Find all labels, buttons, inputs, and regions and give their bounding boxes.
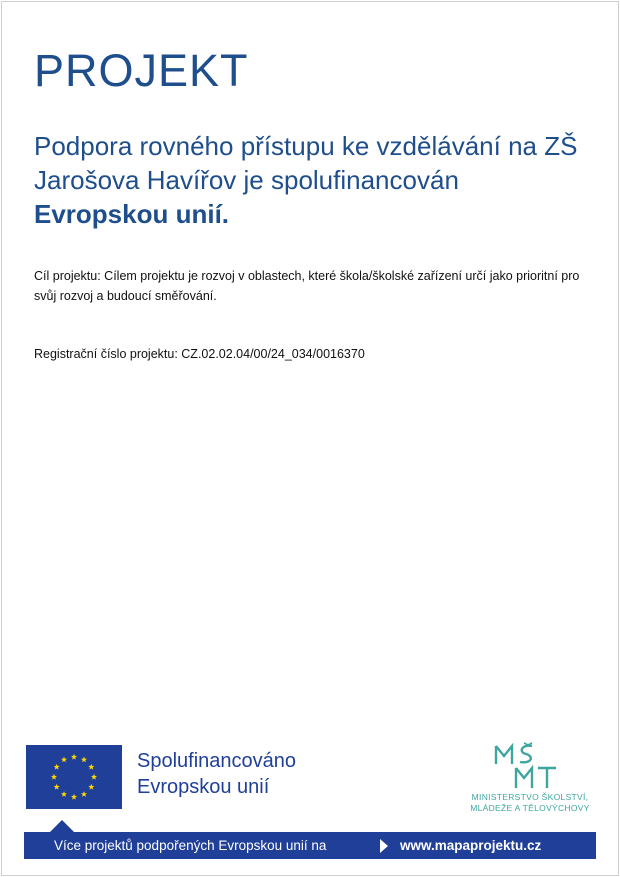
- eu-cofinanced-label: [137, 748, 296, 800]
- mapaprojektu-banner[interactable]: [24, 832, 596, 859]
- subtitle-normal: Podpora rovného přístupu ke vzdělávání na ZŠ Jarošova Havířov je spolufinancován: [34, 131, 578, 195]
- project-subtitle: [34, 129, 594, 231]
- arrow-right-icon: [380, 839, 388, 853]
- project-goal: Cíl projektu: Cílem projektu je rozvoj v oblastech, které škola/školské zařízení určí jako prioritní pro svůj rozvoj a budoucí směřování.: [34, 269, 580, 303]
- banner-link[interactable]: www.mapaprojektu.cz: [400, 838, 542, 853]
- eu-label-line1: Spolufinancováno: [137, 750, 297, 772]
- eu-flag-icon: [26, 745, 122, 809]
- document-page: [1, 1, 619, 876]
- eu-label-line2: Evropskou unií: [137, 776, 270, 798]
- banner-text: Více projektů podpořených Evropskou unií na: [54, 838, 327, 853]
- banner-notch: [50, 820, 74, 832]
- msmt-label-line2: MLÁDEŽE A TĚLOVÝCHOVY: [470, 803, 590, 813]
- page-title: PROJEKT: [34, 45, 249, 96]
- msmt-logo-icon: [490, 742, 570, 790]
- subtitle-bold: Evropskou unií.: [34, 199, 230, 229]
- msmt-label: [450, 792, 610, 814]
- registration-number: Registrační číslo projektu: CZ.02.02.04/00/24_034/0016370: [34, 347, 365, 361]
- msmt-label-line1: MINISTERSTVO ŠKOLSTVÍ,: [471, 792, 589, 802]
